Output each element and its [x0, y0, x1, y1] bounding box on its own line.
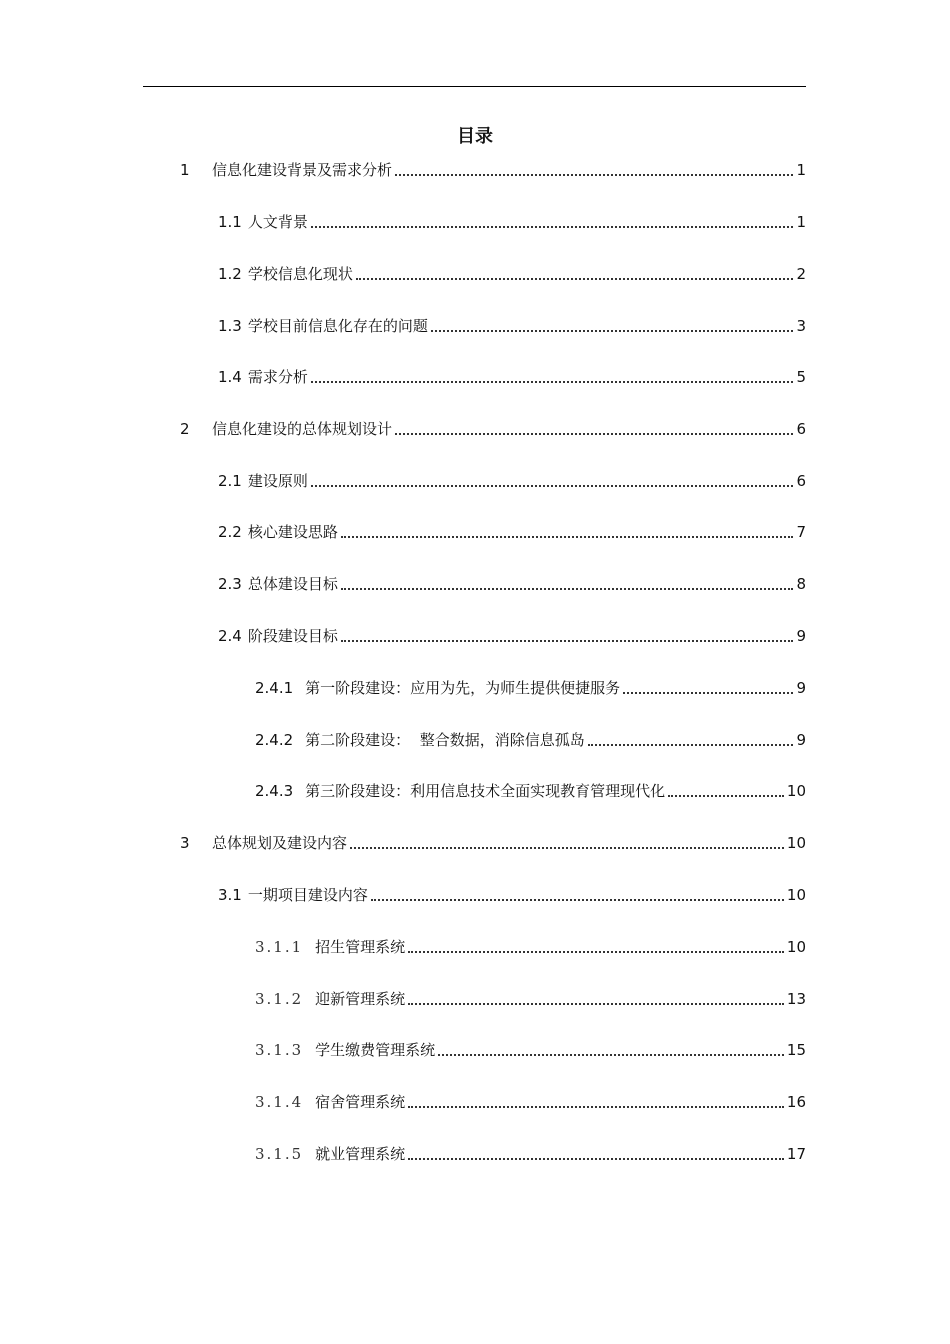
toc-entry-page: 6 — [796, 472, 806, 490]
toc-entry-title: 学生缴费管理系统 — [315, 1041, 436, 1059]
toc-entry-number: 2.3 — [218, 575, 242, 593]
toc-entry-page: 13 — [786, 990, 806, 1008]
toc-entry[interactable] — [218, 884, 806, 906]
toc-entry-page: 16 — [786, 1093, 806, 1111]
toc-leader-dots — [341, 536, 794, 538]
toc-entry[interactable] — [255, 677, 806, 699]
toc-entry-title: 就业管理系统 — [315, 1145, 406, 1163]
toc-entry-page: 7 — [796, 523, 806, 541]
toc-entry-title: 信息化建设背景及需求分析 — [212, 161, 393, 179]
toc-entry-number: 2.4 — [218, 627, 242, 645]
toc-entry-page: 5 — [796, 368, 806, 386]
toc-entry-page: 9 — [796, 627, 806, 645]
toc-entry-title: 建设原则 — [247, 472, 308, 490]
toc-leader-dots — [588, 744, 794, 746]
toc-entry-page: 8 — [796, 575, 806, 593]
toc-leader-dots — [623, 692, 793, 694]
toc-entry[interactable] — [180, 418, 806, 440]
toc-entry[interactable] — [218, 211, 806, 233]
toc-entry-page: 9 — [796, 731, 806, 749]
toc-entry-page: 15 — [786, 1041, 806, 1059]
toc-entry-number: 1.2 — [218, 265, 242, 283]
toc-entry[interactable] — [218, 625, 806, 647]
toc-entry[interactable] — [218, 315, 806, 337]
toc-leader-dots — [408, 1003, 784, 1005]
toc-entry[interactable] — [218, 521, 806, 543]
toc-leader-dots — [408, 951, 784, 953]
toc-leader-dots — [311, 485, 794, 487]
toc-entry-number: 1.1 — [218, 213, 242, 231]
toc-entry-title: 人文背景 — [247, 213, 308, 231]
toc-entry-number: 3 — [180, 834, 190, 852]
toc-entry-title: 第二阶段建设： 整合数据，消除信息孤岛 — [305, 731, 585, 749]
toc-entry[interactable] — [218, 573, 806, 595]
toc-title: 目录 — [457, 126, 493, 147]
toc-entry-page: 2 — [796, 265, 806, 283]
toc-leader-dots — [311, 226, 794, 228]
toc-leader-dots — [341, 640, 794, 642]
toc-leader-dots — [438, 1054, 784, 1056]
toc-entry-number: 3.1.5 — [255, 1145, 304, 1163]
toc-entry-title: 招生管理系统 — [315, 938, 406, 956]
toc-entry-title: 总体规划及建设内容 — [212, 834, 348, 852]
toc-entry-number: 3.1.4 — [255, 1093, 304, 1111]
toc-entry-title: 迎新管理系统 — [315, 990, 406, 1008]
toc-entry-title: 一期项目建设内容 — [247, 886, 368, 904]
toc-leader-dots — [311, 381, 794, 383]
toc-entry-title: 信息化建设的总体规划设计 — [212, 420, 393, 438]
toc-entry-title: 阶段建设目标 — [247, 627, 338, 645]
toc-entry-page: 10 — [786, 782, 806, 800]
toc-entry[interactable] — [218, 263, 806, 285]
toc-entry-page: 1 — [796, 161, 806, 179]
toc-leader-dots — [408, 1158, 784, 1160]
toc-entry-title: 宿舍管理系统 — [315, 1093, 406, 1111]
toc-entry[interactable] — [180, 832, 806, 854]
toc-entry-page: 6 — [796, 420, 806, 438]
toc-entry-page: 3 — [796, 317, 806, 335]
toc-entry-number: 2.4.3 — [255, 782, 294, 800]
toc-entry-page: 1 — [796, 213, 806, 231]
toc-leader-dots — [341, 588, 794, 590]
toc-leader-dots — [371, 899, 784, 901]
toc-entry-title: 第一阶段建设：应用为先，为师生提供便捷服务 — [305, 679, 621, 697]
toc-entry-number: 3.1 — [218, 886, 242, 904]
toc-entry[interactable] — [218, 366, 806, 388]
toc-entry-number: 3.1.3 — [255, 1041, 304, 1059]
toc-entry-title: 需求分析 — [247, 368, 308, 386]
toc-entry-title: 总体建设目标 — [247, 575, 338, 593]
toc-entry[interactable] — [255, 1039, 806, 1061]
toc-entry-title: 学校信息化现状 — [247, 265, 353, 283]
toc-entry-number: 3.1.2 — [255, 990, 304, 1008]
toc-entry-number: 1 — [180, 161, 190, 179]
toc-entry-page: 10 — [786, 938, 806, 956]
toc-leader-dots — [350, 847, 784, 849]
toc-entry-page: 17 — [786, 1145, 806, 1163]
toc-entry-number: 2.4.1 — [255, 679, 294, 697]
toc-entry[interactable] — [180, 159, 806, 181]
toc-entry[interactable] — [255, 729, 806, 751]
toc-entry[interactable] — [255, 1143, 806, 1165]
toc-entry[interactable] — [255, 936, 806, 958]
toc-entry-number: 2.4.2 — [255, 731, 294, 749]
toc-entry-page: 9 — [796, 679, 806, 697]
toc-entry-title: 核心建设思路 — [247, 523, 338, 541]
toc-entry-title: 学校目前信息化存在的问题 — [247, 317, 428, 335]
toc-entry-number: 2.2 — [218, 523, 242, 541]
toc-entry-page: 10 — [786, 886, 806, 904]
toc-entry-number: 1.4 — [218, 368, 242, 386]
toc-leader-dots — [408, 1106, 784, 1108]
toc-entry-title: 第三阶段建设：利用信息技术全面实现教育管理现代化 — [305, 782, 666, 800]
toc-entry-number: 2 — [180, 420, 190, 438]
toc-leader-dots — [356, 278, 794, 280]
toc-leader-dots — [431, 330, 794, 332]
toc-entry-number: 3.1.1 — [255, 938, 304, 956]
toc-entry[interactable] — [255, 988, 806, 1010]
toc-leader-dots — [395, 433, 793, 435]
toc-leader-dots — [395, 174, 793, 176]
toc-entry-number: 2.1 — [218, 472, 242, 490]
toc-entry[interactable] — [255, 1091, 806, 1113]
toc-leader-dots — [668, 795, 784, 797]
toc-entry-number: 1.3 — [218, 317, 242, 335]
toc-entry[interactable] — [218, 470, 806, 492]
toc-entry[interactable] — [255, 780, 806, 802]
toc-entry-page: 10 — [786, 834, 806, 852]
